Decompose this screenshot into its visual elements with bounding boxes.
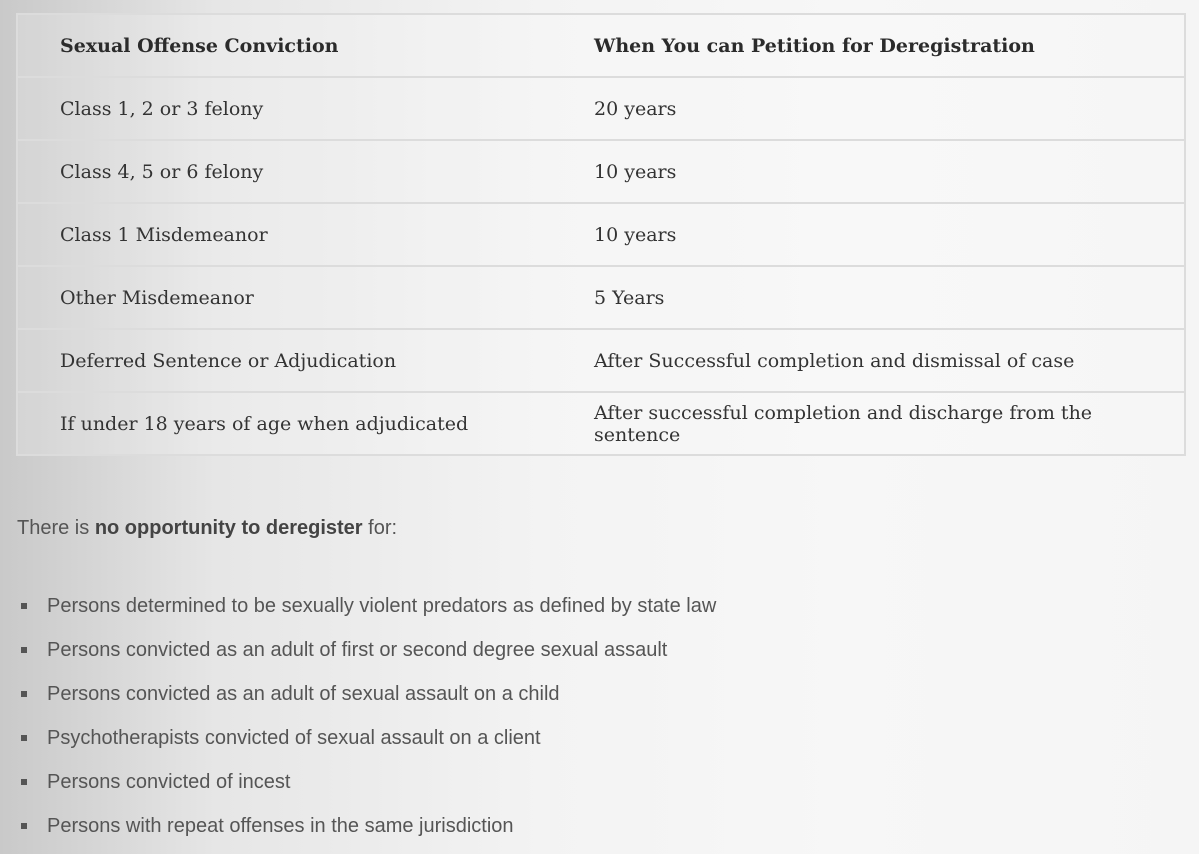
list-item	[0, 761, 716, 805]
list-item	[0, 717, 716, 761]
list-item-text: Persons with repeat offenses in the same jurisdiction	[47, 815, 514, 837]
table-row	[17, 140, 1185, 203]
list-item	[0, 673, 716, 717]
table-row	[17, 77, 1185, 140]
petition-timing-cell: 10 years	[594, 140, 1185, 203]
list-item	[0, 805, 716, 849]
table-header-row	[17, 14, 1185, 77]
intro-text-before: There is	[17, 517, 95, 539]
header-petition-timing: When You can Petition for Deregistration	[594, 14, 1185, 77]
square-bullet-icon	[21, 647, 27, 653]
petition-timing-cell: 5 Years	[594, 266, 1185, 329]
offense-cell: Class 1 Misdemeanor	[17, 203, 594, 266]
square-bullet-icon	[21, 735, 27, 741]
offense-cell: Class 4, 5 or 6 felony	[17, 140, 594, 203]
square-bullet-icon	[21, 691, 27, 697]
intro-text-after: for:	[362, 517, 398, 539]
intro-emphasis: no opportunity to deregister	[94, 517, 363, 539]
table-row	[17, 392, 1185, 455]
table-row	[17, 329, 1185, 392]
no-deregistration-intro	[17, 517, 397, 540]
list-item-text: Persons convicted as an adult of sexual assault on a child	[47, 683, 560, 705]
list-item	[0, 629, 716, 673]
petition-timing-cell: After Successful completion and dismissal of case	[594, 329, 1185, 392]
offense-cell: If under 18 years of age when adjudicated	[17, 392, 594, 455]
deregistration-table	[16, 13, 1186, 456]
header-offense-conviction: Sexual Offense Conviction	[17, 14, 594, 77]
petition-timing-cell: 10 years	[594, 203, 1185, 266]
exclusions-list	[0, 585, 716, 849]
offense-cell: Other Misdemeanor	[17, 266, 594, 329]
table-row	[17, 203, 1185, 266]
offense-cell: Class 1, 2 or 3 felony	[17, 77, 594, 140]
petition-timing-cell: After successful completion and discharge from the sentence	[594, 392, 1185, 455]
list-item	[0, 585, 716, 629]
offense-cell: Deferred Sentence or Adjudication	[17, 329, 594, 392]
petition-timing-cell: 20 years	[594, 77, 1185, 140]
deregistration-table-container	[16, 13, 1186, 456]
table-row	[17, 266, 1185, 329]
list-item-text: Persons convicted as an adult of first or second degree sexual assault	[47, 639, 668, 661]
square-bullet-icon	[21, 779, 27, 785]
list-item-text: Persons determined to be sexually violent predators as defined by state law	[47, 595, 717, 617]
list-item-text: Persons convicted of incest	[47, 771, 291, 793]
list-item-text: Psychotherapists convicted of sexual assault on a client	[47, 727, 541, 749]
square-bullet-icon	[21, 823, 27, 829]
square-bullet-icon	[21, 603, 27, 609]
